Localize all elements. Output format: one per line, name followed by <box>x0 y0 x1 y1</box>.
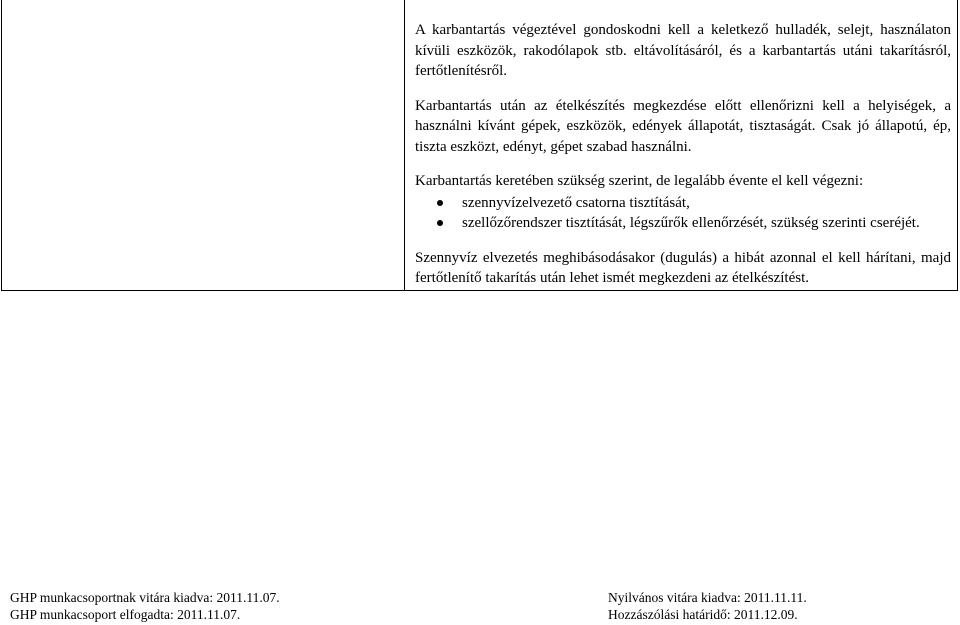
maintenance-list <box>415 193 951 234</box>
list-item <box>415 213 951 234</box>
list-item-text: szennyvízelvezető csatorna tisztítását, <box>462 194 690 211</box>
bullet-icon <box>437 200 443 206</box>
document-body <box>415 20 951 289</box>
footer-discussion-issued: GHP munkacsoportnak vitára kiadva: 2011.11.07. <box>10 590 280 605</box>
footer-comment-deadline: Hozzászólási határidő: 2011.12.09. <box>608 606 798 622</box>
paragraph-annual-maintenance: Karbantartás keretében szükség szerint, de legalább évente el kell végezni: <box>415 173 864 189</box>
column-divider <box>404 0 405 291</box>
bullet-icon <box>437 220 443 226</box>
paragraph-sewage-failure: Szennyvíz elvezetés meghibásodásakor (dugulás) a hibát azonnal el kell hárítani, majd fertőtlenítő takarítás után lehet ismét megkezdeni az ételkészítést. <box>415 249 951 286</box>
paragraph-post-maintenance-check: Karbantartás után az ételkészítés megkezdése előtt ellenőrizni kell a helyiségek, a használni kívánt gépek, eszközök, edények állapotát, tisztaságát. Csak jó állapotú, ép, tiszta eszközt, edényt, gépet szabad használni. <box>415 97 951 155</box>
footer-public-discussion: Nyilvános vitára kiadva: 2011.11.11. <box>608 590 807 605</box>
footer-left <box>10 590 280 623</box>
list-item <box>415 193 951 214</box>
footer-accepted: GHP munkacsoport elfogadta: 2011.11.07. <box>10 606 241 622</box>
paragraph-waste-removal: A karbantartás végeztével gondoskodni kell a keletkező hulladék, selejt, használaton kívüli eszközök, rakodólapok stb. eltávolításáról, és a karbantartás utáni takarításról, fertőtlenítésről. <box>415 22 951 79</box>
list-item-text: szellőzőrendszer tisztítását, légszűrők ellenőrzését, szükség szerinti cseréjét. <box>462 215 920 231</box>
footer-right <box>608 590 807 623</box>
